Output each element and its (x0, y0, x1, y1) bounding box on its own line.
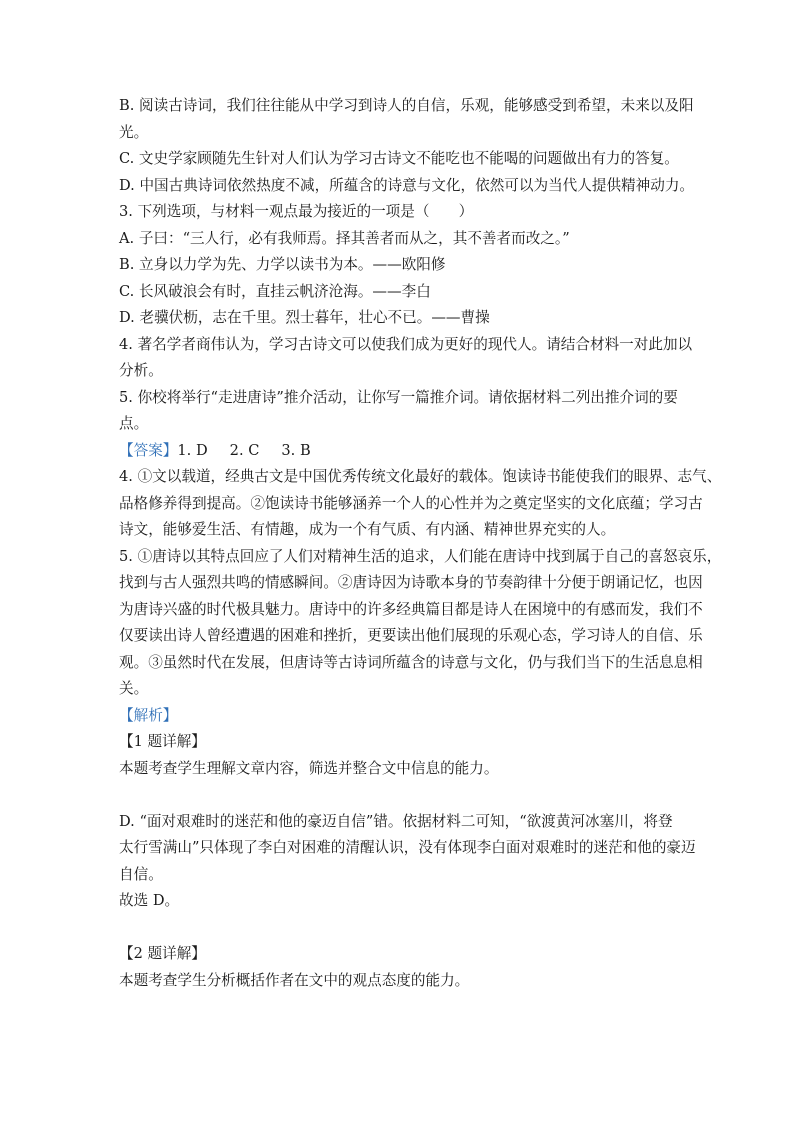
detail-1-line1: D. “面对艰难时的迷茫和他的豪迈自信”错。依据材料二可知，“欲渡黄河冰塞川，将登 (119, 812, 673, 830)
q3-option-c: C. 长风破浪会有时，直挂云帆济沧海。——李白 (119, 282, 431, 300)
blank-line (119, 915, 679, 942)
answer-1: 1. D (177, 441, 208, 459)
q5-line1: 5. 你校将举行“走进唐诗”推介活动，让你写一篇推介词。请依据材料二列出推介词的要 (119, 388, 678, 406)
answer-tag: 【答案】 (119, 441, 178, 459)
answer-4-line3: 诗文，能够爱生活、有情趣，成为一个有气质、有内涵、精神世界充实的人。 (119, 521, 616, 538)
detail-1-text: 本题考查学生理解文章内容，筛选并整合文中信息的能力。 (119, 759, 499, 777)
q3-option-b: B. 立身以力学为先、力学以读书为本。——欧阳修 (119, 256, 446, 273)
blank-line (119, 782, 679, 809)
q5-line2: 点。 (119, 415, 149, 432)
q2-option-b-line2: 光。 (119, 123, 149, 141)
answer-5-line1: 5. ①唐诗以其特点回应了人们对精神生活的追求，人们能在唐诗中找到属于自己的喜怒哀乐， (119, 547, 722, 565)
analysis-tag: 【解析】 (119, 706, 178, 724)
answer-4-line2: 品格修养得到提高。②饱读诗书能够涵养一个人的心性并为之奠定坚实的文化底蕴；学习古 (119, 494, 703, 512)
answer-5-line2: 找到与古人强烈共鸣的情感瞬间。②唐诗因为诗歌本身的节奏韵律十分便于朗诵记忆，也因 (119, 574, 703, 591)
detail-1-title: 【1 题详解】 (119, 733, 206, 750)
answer-5-line4: 仅要读出诗人曾经遭遇的困难和挫折，更要读出他们展现的乐观心态，学习诗人的自信、乐 (119, 627, 703, 644)
detail-1-conclusion: 故选 D。 (119, 892, 180, 909)
answer-4-line1: 4. ①文以载道，经典古文是中国优秀传统文化最好的载体。饱读诗书能使我们的眼界、志气、 (119, 468, 722, 485)
answer-line (119, 438, 679, 465)
q2-option-c: C. 文史学家顾随先生针对人们认为学习古诗文不能吃也不能喝的问题做出有力的答复。 (119, 150, 679, 167)
q3-option-d: D. 老骥伏枥，志在千里。烈士暮年，壮心不已。——曹操 (119, 309, 490, 326)
detail-2-text: 本题考查学生分析概括作者在文中的观点态度的能力。 (119, 971, 470, 989)
answer-2: 2. C (229, 441, 260, 459)
q3-option-a: A. 子曰：“三人行，必有我师焉。择其善者而从之，其不善者而改之。” (119, 229, 570, 247)
q4-line1: 4. 著名学者商伟认为，学习古诗文可以使我们成为更好的现代人。请结合材料一对此加以 (119, 335, 693, 353)
q2-option-d: D. 中国古典诗词依然热度不减，所蕴含的诗意与文化，依然可以为当代人提供精神动力。 (119, 176, 695, 194)
answer-5-line3: 为唐诗兴盛的时代极具魅力。唐诗中的许多经典篇目都是诗人在困境中的有感而发，我们不 (119, 600, 703, 618)
detail-1-line2: 太行雪满山”只体现了李白对困难的清醒认识，没有体现李白面对艰难时的迷茫和他的豪迈 (119, 839, 696, 856)
document-page (119, 93, 722, 994)
answer-5-line6: 关。 (119, 680, 149, 697)
detail-2-title: 【2 题详解】 (119, 945, 206, 962)
q4-line2: 分析。 (119, 362, 163, 379)
detail-1-line3: 自信。 (119, 865, 163, 883)
answer-5-line5: 观。③虽然时代在发展，但唐诗等古诗词所蕴含的诗意与文化，仍与我们当下的生活息息相 (119, 653, 703, 671)
q2-option-b-line1: B. 阅读古诗词，我们往往能从中学习到诗人的自信，乐观，能够感受到希望，未来以及阳 (119, 97, 694, 114)
q3-stem: 3. 下列选项，与材料一观点最为接近的一项是（ ） (119, 203, 474, 220)
answer-3: 3. B (281, 441, 311, 459)
